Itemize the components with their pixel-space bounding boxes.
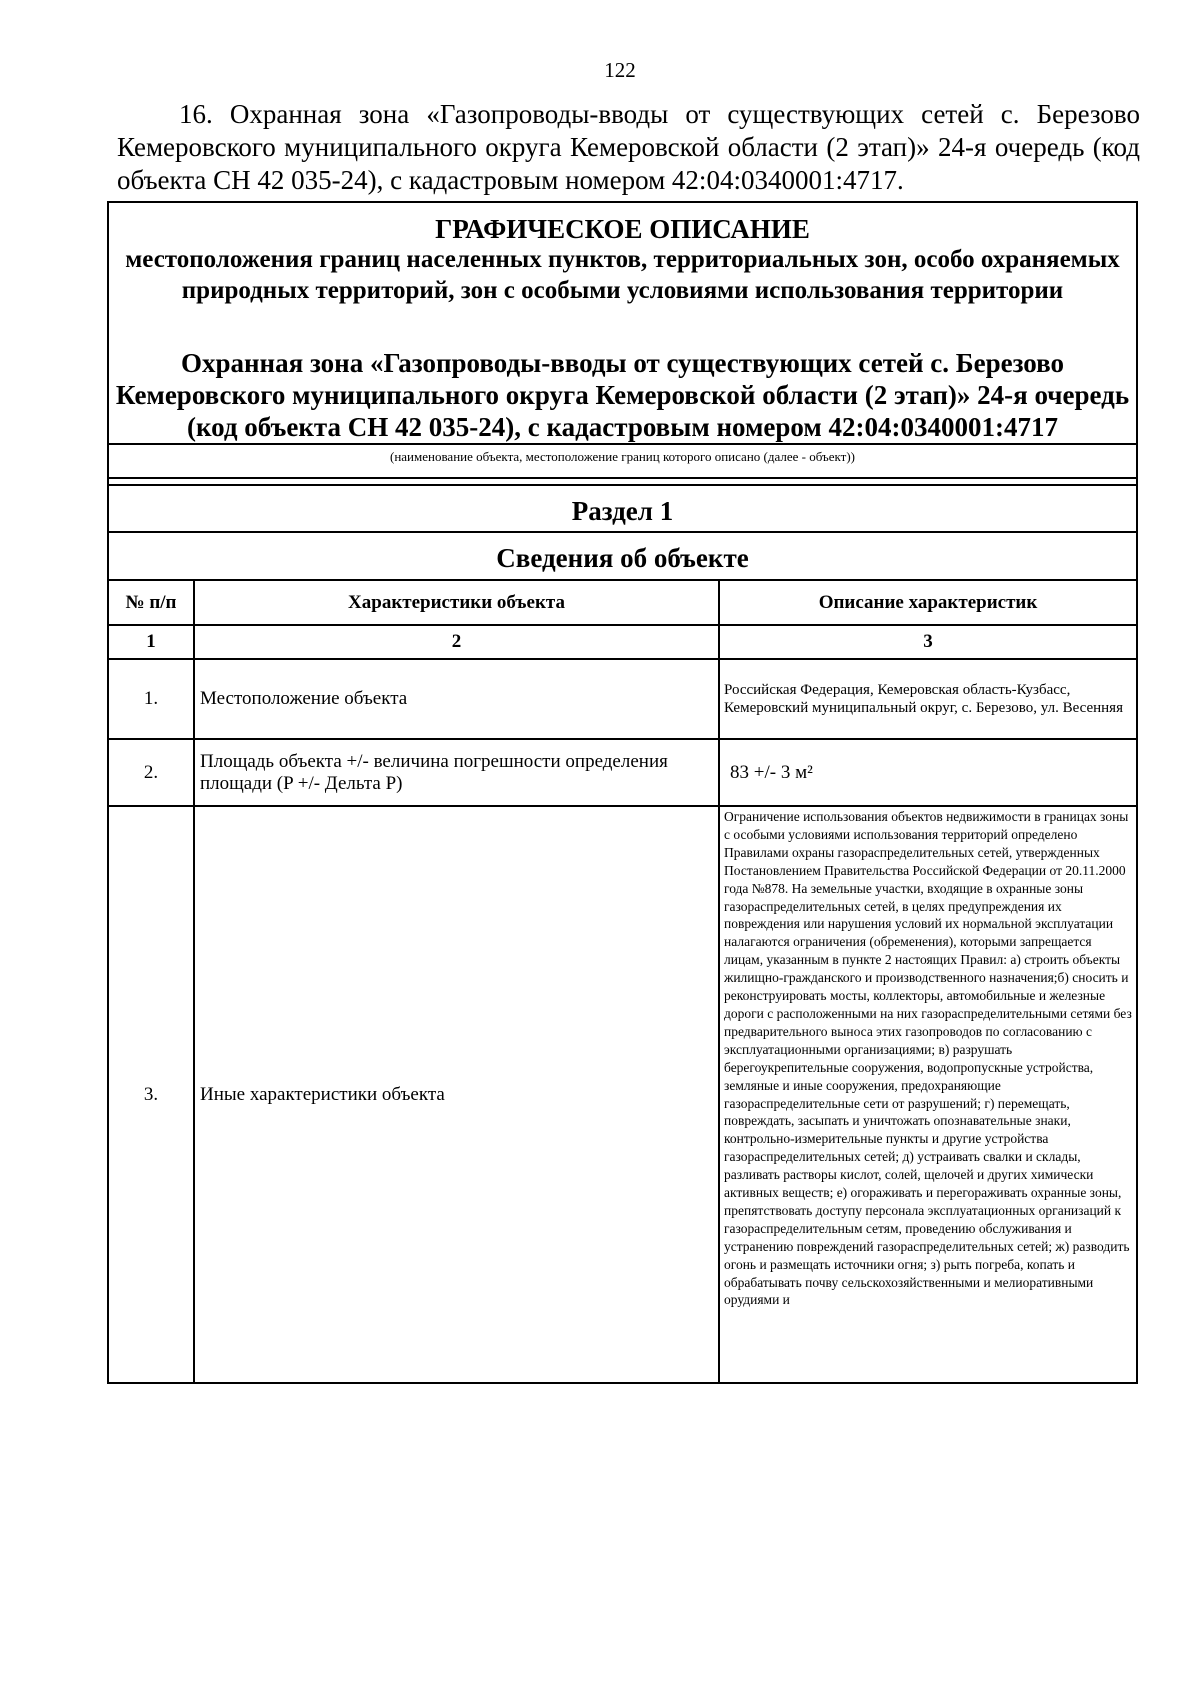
intro-paragraph bbox=[117, 98, 1140, 197]
column-header-characteristic: Характеристики объекта bbox=[348, 591, 565, 613]
row-description: 83 +/- 3 м² bbox=[730, 761, 813, 783]
row-number: 1. bbox=[143, 688, 159, 709]
row-number: 3. bbox=[143, 1083, 159, 1105]
divider bbox=[107, 531, 1138, 533]
row-characteristic: Площадь объекта +/- величина погрешности определения площади (P +/- Дельта P) bbox=[200, 750, 668, 794]
row-description: Российская Федерация, Кемеровская область-Кузбасс, Кемеровский муниципальный округ, с. Березово, ул. Весенняя bbox=[724, 682, 1123, 716]
intro-text: 16. Охранная зона «Газопроводы-вводы от существующих сетей с. Березово Кемеровского муниципального округа Кемеровской области (2 этап)» 24-я очередь (код объекта СН 42 035-24), с кадастровым номером 42:04:0340001:4717. bbox=[117, 99, 1140, 195]
row-characteristic: Местоположение объекта bbox=[200, 688, 408, 709]
column-header-number: № п/п bbox=[125, 591, 177, 613]
column-header-description: Описание характеристик bbox=[818, 591, 1038, 613]
row-characteristic: Иные характеристики объекта bbox=[200, 1083, 445, 1105]
row-number: 2. bbox=[143, 761, 159, 783]
table-line bbox=[718, 579, 720, 1384]
document-subtitle: местоположения границ населенных пунктов, территориальных зон, особо охраняемых природных территорий, зон с особыми условиями использования территории bbox=[125, 246, 1120, 304]
page-number: 122 bbox=[604, 58, 636, 82]
object-name: Охранная зона «Газопроводы-вводы от существующих сетей с. Березово Кемеровского муниципального округа Кемеровской области (2 этап)» 24-я очередь (код объекта СН 42 035-24), с кадастровым номером 42:04:0340001:4717 bbox=[115, 348, 1130, 442]
divider bbox=[107, 477, 1138, 479]
divider bbox=[107, 443, 1138, 445]
document-title: ГРАФИЧЕСКОЕ ОПИСАНИЕ bbox=[435, 214, 810, 244]
section-subtitle: Сведения об объекте bbox=[496, 543, 749, 573]
column-number-2: 2 bbox=[451, 631, 462, 652]
object-name-caption: (наименование объекта, местоположение границ которого описано (далее - объект)) bbox=[390, 449, 855, 464]
divider bbox=[107, 484, 1138, 486]
column-number-3: 3 bbox=[923, 631, 933, 652]
section-title: Раздел 1 bbox=[571, 496, 674, 526]
table-line bbox=[193, 579, 195, 1384]
row-description: Ограничение использования объектов недвижимости в границах зоны с особыми условиями использования территорий определено Правилами охраны газораспределительных сетей, утвержденных Постановлением Правительства Российской Федерации от 20.11.2000 года №878. На земельные участки, входящие в охранные зоны газораспределительных сетей, в целях предупреждения их повреждения или нарушения условий их нормальной эксплуатации налагаются ограничения (обременения), которыми запрещается лицам, указанным в пункте 2 настоящих Правил: а) строить объекты жилищно-гражданского и производственного назначения;б) сносить и реконструировать мосты, коллекторы, автомобильные и железные дороги с расположенными на них газораспределительными сетями без предварительного выноса этих газопроводов по согласованию с эксплуатационными организациями; в) разрушать берегоукрепительные сооружения, водопропускные устройства, земляные и иные сооружения, предохраняющие газораспределительные сети от разрушений; г) перемещать, повреждать, засыпать и уничтожать опознавательные знаки, контрольно-измерительные пункты и другие устройства газораспределительных сетей; д) устраивать свалки и склады, разливать растворы кислот, солей, щелочей и других химически активных веществ; е) огораживать и перегораживать охранные зоны, препятствовать доступу персонала эксплуатационных организаций к газораспределительным сетям, проведению обслуживания и устранению повреждений газораспределительных сетей; ж) разводить огонь и размещать источники огня; з) рыть погреба, копать и обрабатывать почву сельскохозяйственными и мелиоративными орудиями и bbox=[724, 809, 1132, 1308]
column-number-1: 1 bbox=[146, 631, 156, 652]
